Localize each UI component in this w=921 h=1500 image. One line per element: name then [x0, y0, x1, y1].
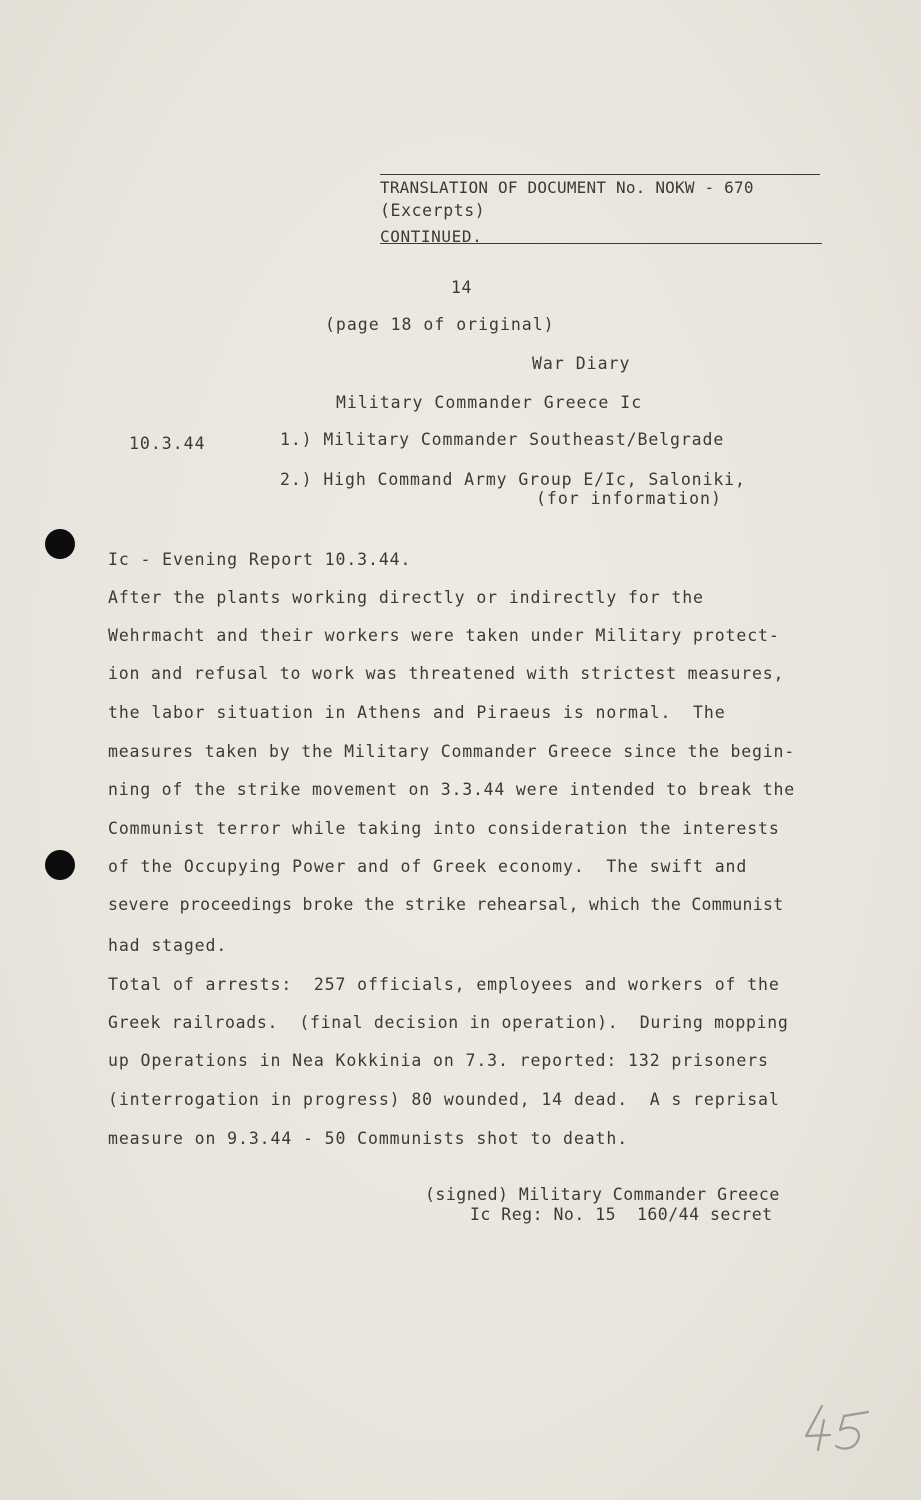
body-line: (interrogation in progress) 80 wounded, 14 dead. A s reprisal [108, 1090, 780, 1109]
body-line: of the Occupying Power and of Greek economy. The swift and [108, 857, 748, 876]
body-line: Wehrmacht and their workers were taken under Military protect- [108, 626, 780, 645]
body-line: After the plants working directly or indirectly for the [108, 588, 704, 607]
handwritten-page-number [800, 1400, 880, 1460]
body-line: had staged. [108, 936, 228, 955]
punch-hole-top [45, 529, 75, 559]
recipient-2: 2.) High Command Army Group E/Ic, Saloniki, [280, 470, 746, 489]
body-line: ion and refusal to work was threatened with strictest measures, [108, 664, 785, 683]
recipient-1: 1.) Military Commander Southeast/Belgrade [280, 430, 725, 449]
body-line: severe proceedings broke the strike rehearsal, which the Communist [108, 895, 784, 914]
header-rule-top [380, 174, 820, 175]
body-line: the labor situation in Athens and Piraeus is normal. The [108, 703, 726, 722]
body-line: up Operations in Nea Kokkinia on 7.3. reported: 132 prisoners [108, 1051, 769, 1070]
header-title: TRANSLATION OF DOCUMENT No. NOKW - 670 [380, 178, 754, 197]
original-page-reference: (page 18 of original) [325, 315, 555, 334]
body-line: measure on 9.3.44 - 50 Communists shot to death. [108, 1129, 629, 1148]
punch-hole-bottom [45, 850, 75, 880]
body-line: Communist terror while taking into consideration the interests [108, 819, 780, 838]
header-rule-bottom [380, 243, 822, 244]
body-line: ning of the strike movement on 3.3.44 were intended to break the [108, 780, 795, 799]
unit-name: Military Commander Greece Ic [336, 393, 643, 412]
body-line: Greek railroads. (final decision in operation). During mopping [108, 1013, 789, 1032]
header-continued: CONTINUED. [380, 227, 483, 246]
entry-date: 10.3.44 [129, 434, 206, 453]
document-title: War Diary [532, 354, 631, 373]
body-line: measures taken by the Military Commander Greece since the begin- [108, 742, 795, 761]
header-excerpts: (Excerpts) [380, 201, 486, 220]
recipient-2-note: (for information) [536, 489, 722, 508]
body-line: Ic - Evening Report 10.3.44. [108, 550, 412, 569]
page-number: 14 [451, 278, 473, 297]
body-line: Total of arrests: 257 officials, employees and workers of the [108, 975, 780, 994]
signature-line-2: Ic Reg: No. 15 160/44 secret [470, 1205, 773, 1224]
signature-line-1: (signed) Military Commander Greece [425, 1185, 780, 1204]
